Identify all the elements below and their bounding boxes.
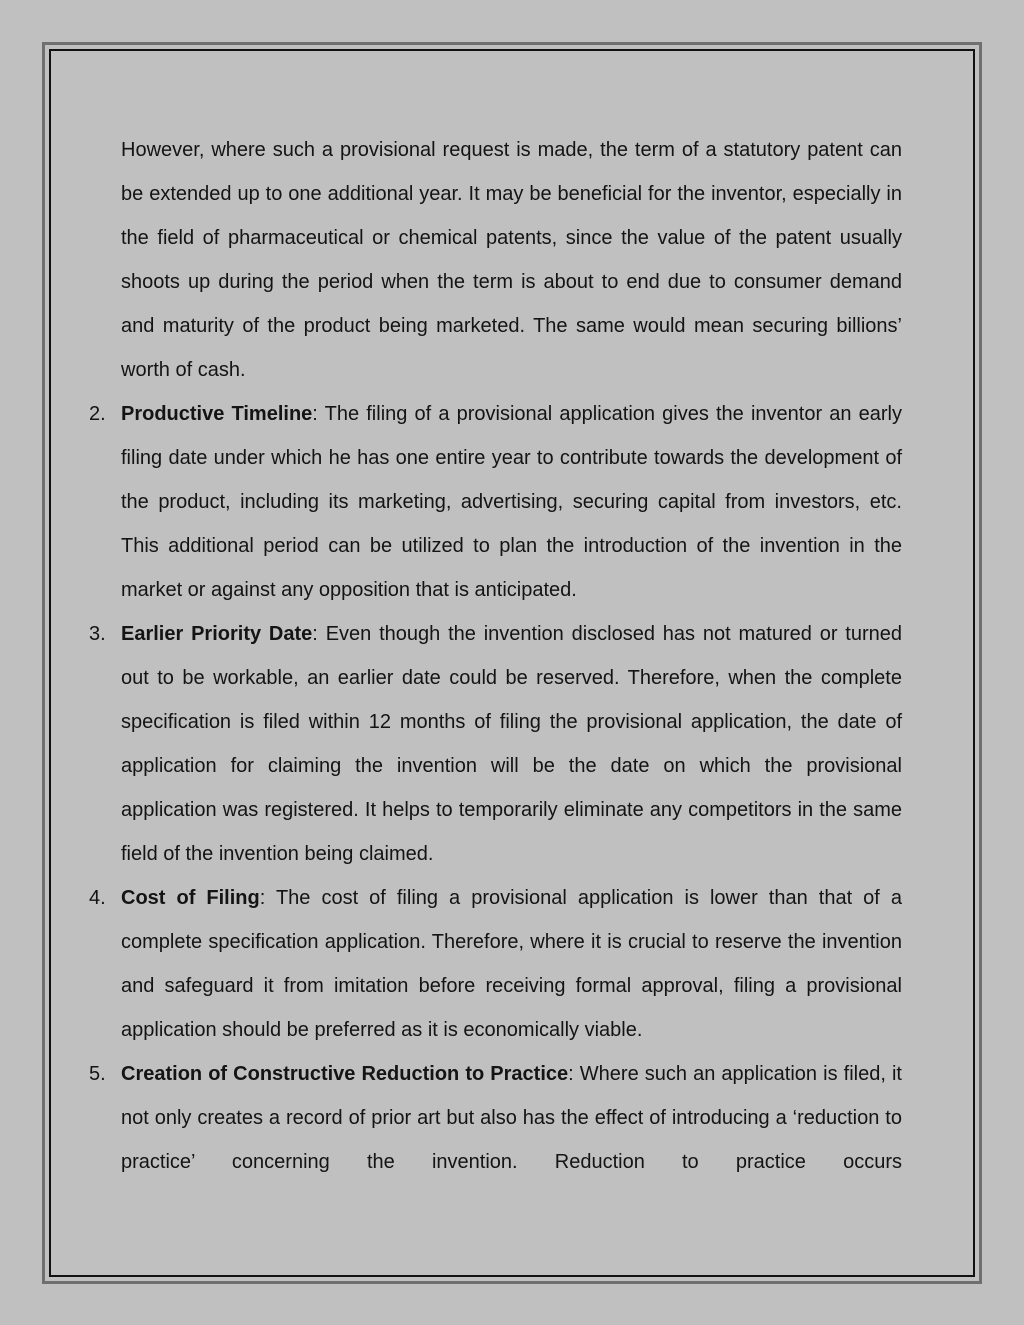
list-item-text: The filing of a provisional application gives the inventor an early filing date under which he has one entire year to contribute towards the development of the product, including its marketing, advertising, securing capital from investors, etc. This additional period can be utilized to plan the introduction of the invention in the market or against any opposition that is anticipated. — [121, 403, 903, 601]
list-item-separator: : — [568, 1063, 580, 1085]
list-item-title: Cost of Filing — [121, 887, 260, 909]
list-item-number: 3. — [89, 623, 106, 645]
intro-paragraph: However, where such a provisional request is made, the term of a statutory patent can be extended up to one additional year. It may be beneficial for the inventor, especially in the field of pharmaceutical or chemical patents, since the value of the patent usually shoots up during the period when the term is about to end due to consumer demand and maturity of the product being marketed. The same would mean securing billions’ worth of cash. — [121, 139, 902, 381]
list-item-title: Earlier Priority Date — [121, 623, 313, 645]
list-item-text: Even though the invention disclosed has not matured or turned out to be workable, an earlier date could be reserved. Therefore, when the complete specification is filed within 12 months of filing the provisional application, the date of application for claiming the invention will be the date on which the provisional application was registered. It helps to temporarily eliminate any competitors in the same field of the invention being claimed. — [121, 623, 903, 865]
benefits-list — [89, 392, 903, 1184]
list-item-text: The cost of filing a provisional application is lower than that of a complete specification application. Therefore, where it is crucial to reserve the invention and safeguard it from imitation before receiving formal approval, filing a provisional application should be preferred as it is economically viable. — [121, 887, 902, 1041]
list-item-separator: : — [312, 623, 326, 645]
list-item-title: Creation of Constructive Reduction to Practice — [121, 1063, 569, 1085]
list-item — [89, 392, 903, 612]
list-item — [89, 876, 902, 1052]
list-item-body — [121, 876, 902, 1052]
list-item — [89, 1052, 902, 1184]
list-item-number: 5. — [89, 1063, 106, 1085]
list-item-separator: : — [312, 403, 325, 425]
list-item-body — [121, 612, 902, 876]
list-item-number: 4. — [89, 887, 106, 909]
list-item-text: Where such an application is filed, it not only creates a record of prior art but also has the effect of introducing a ‘reduction to practice’ concerning the invention. Reduction to practice occurs — [121, 1063, 902, 1173]
list-item-separator: : — [259, 887, 276, 909]
list-item-number: 2. — [89, 403, 106, 425]
list-item-body — [121, 392, 902, 612]
list-item — [89, 612, 903, 876]
list-item-body — [121, 1052, 902, 1184]
document-body — [89, 128, 903, 1184]
list-item-title: Productive Timeline — [121, 403, 313, 425]
